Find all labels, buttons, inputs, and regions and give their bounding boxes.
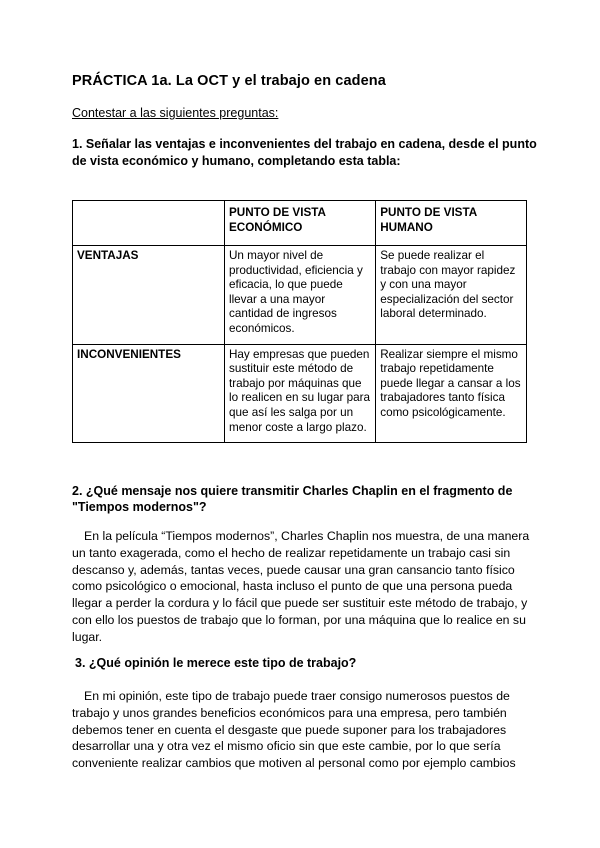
table-row [73, 246, 527, 345]
header-cell-empty [73, 201, 225, 246]
comparison-table [72, 200, 527, 443]
cell-inconvenientes-humano: Realizar siempre el mismo trabajo repetidamente puede llegar a cansar a los trabajadores tanto física como psicológicamente. [376, 344, 527, 443]
table-header-row [73, 201, 527, 246]
row-label-ventajas: VENTAJAS [73, 246, 225, 345]
question-2: 2. ¿Qué mensaje nos quiere transmitir Charles Chaplin en el fragmento de "Tiempos modernos"? [72, 484, 513, 514]
cell-inconvenientes-economico: Hay empresas que pueden sustituir este método de trabajo por máquinas que lo realicen en su lugar para que así les salga por un menor coste a largo plazo. [224, 344, 375, 443]
instructions-text: Contestar a las siguientes preguntas: [72, 106, 279, 120]
header-cell-humano: PUNTO DE VISTA HUMANO [376, 201, 527, 246]
document-title: PRÁCTICA 1a. La OCT y el trabajo en cadena [72, 73, 386, 89]
header-cell-economico: PUNTO DE VISTA ECONÓMICO [224, 201, 375, 246]
row-label-inconvenientes: INCONVENIENTES [73, 344, 225, 443]
table-row [73, 344, 527, 443]
cell-ventajas-economico: Un mayor nivel de productividad, eficiencia y eficacia, lo que puede llevar a una mayor cantidad de ingresos económicos. [224, 246, 375, 345]
cell-ventajas-humano: Se puede realizar el trabajo con mayor rapidez y con una mayor especialización del sector laboral determinado. [376, 246, 527, 345]
question-3: 3. ¿Qué opinión le merece este tipo de trabajo? [75, 656, 357, 670]
question-1: 1. Señalar las ventajas e inconvenientes del trabajo en cadena, desde el punto de vista económico y humano, completando esta tabla: [72, 137, 537, 168]
answer-3: En mi opinión, este tipo de trabajo puede traer consigo numerosos puestos de trabajo y unos grandes beneficios económicos para una empresa, pero también debemos tener en cuenta el desgaste que puede suponer para los trabajadores desarrollar una y otra vez el mismo oficio sin que este cambie, por lo que sería conveniente realizar cambios que motiven al personal como por ejemplo cambios [72, 689, 516, 771]
answer-2: En la película “Tiempos modernos”, Charles Chaplin nos muestra, de una manera un tanto exagerada, como el hecho de realizar repetidamente un trabajo casi sin descanso y, además, tantas veces, puede causar una gran cansancio tanto físico como psicológico o emocional, hasta incluso el punto de que una persona pueda llegar a perder la cordura y lo fácil que puede ser sustituir este método de trabajo, y con ello los puestos de trabajo que lo forman, por una máquina que lo realice en su lugar. [72, 529, 530, 644]
